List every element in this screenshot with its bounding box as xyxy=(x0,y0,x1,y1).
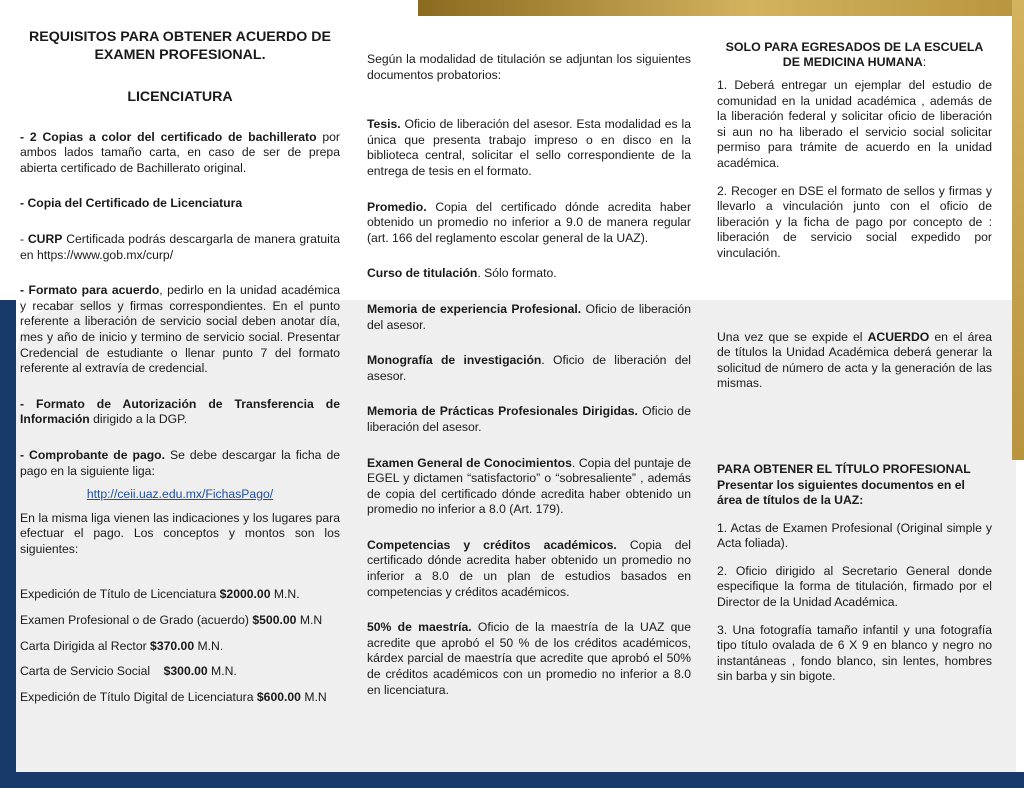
titulo-heading: PARA OBTENER EL TÍTULO PROFESIONAL Presentar los siguientes documentos en el área de títulos de la UAZ: xyxy=(717,461,971,508)
modality-item: Memoria de Prácticas Profesionales Dirigidas. Oficio de liberación del asesor. xyxy=(367,404,691,434)
titulo-step-2: 2. Oficio dirigido al Secretario General donde especifique la forma de titulación, firmado por el Director de la Unidad Académica. xyxy=(717,563,992,610)
blue-left-border xyxy=(0,300,16,788)
payment-link[interactable]: http://ceii.uaz.edu.mx/FichasPago/ xyxy=(86,487,274,502)
titulo-step-1: 1. Actas de Examen Profesional (Original simple y Acta foliada). xyxy=(717,520,992,551)
requirement-3: - CURP Certificada podrás descargarla de manera gratuita en https://www.gob.mx/curp/ xyxy=(20,231,340,262)
gold-top-border xyxy=(418,0,1024,16)
blue-bottom-border xyxy=(0,772,1024,788)
price-item: Expedición de Título de Licenciatura $2000.00 M.N. xyxy=(20,587,300,602)
column-requirements xyxy=(20,28,340,715)
column-medicine xyxy=(717,40,992,685)
payment-note: En la misma liga vienen las indicaciones y los lugares para efectuar el pago. Los conceptos y montos son los siguientes: xyxy=(20,510,340,556)
medicine-title: SOLO PARA EGRESADOS DE LA ESCUELA DE MEDICINA HUMANA: xyxy=(725,40,984,69)
titulo-step-3: 3. Una fotografía tamaño infantil y una fotografía tipo título ovalada de 6 X 9 en blanco y negro no instantáneas , fondo blanco, sin lentes, hombres sin barba y sin bigote. xyxy=(717,622,992,684)
column-modalities xyxy=(367,52,691,698)
medicine-step-2: 2. Recoger en DSE el formato de sellos y firmas y llevarlo a vinculación junto con el oficio de liberación y la ficha de pago por concepto de : liberación de servicio social expedido por vinculación. xyxy=(717,183,992,260)
modality-item: Monografía de investigación. Oficio de liberación del asesor. xyxy=(367,353,691,383)
modality-item: Curso de titulación. Sólo formato. xyxy=(367,266,557,281)
requirement-5: - Formato de Autorización de Transferencia de Información dirigido a la DGP. xyxy=(20,396,340,427)
main-title: REQUISITOS PARA OBTENER ACUERDO DE EXAMEN PROFESIONAL. xyxy=(29,29,331,63)
modality-item: 50% de maestría. Oficio de la maestría de la UAZ que acredite que aprobó el 50 % de los créditos académicos, kárdex parcial de maestría que acredite que aprobó el 50% de créditos académicos con un promedio no inferior a 8.0 en licenciatura. xyxy=(367,620,691,697)
modality-item: Tesis. Oficio de liberación del asesor. Esta modalidad es la única que presenta trabajo impreso o en disco en la biblioteca central, solicitar el sello correspondiente de la entrega de tesis en el formato. xyxy=(367,117,691,178)
modality-item: Competencias y créditos académicos. Copia del certificado dónde acredita haber obtenido un promedio no inferior a 8.0 de un plan de estudios basados en competencias y créditos académicos. xyxy=(367,537,691,599)
price-item: Carta Dirigida al Rector $370.00 M.N. xyxy=(20,638,224,653)
requirement-1: - 2 Copias a color del certificado de bachillerato por ambos lados tamaño carta, en caso de ser de prepa abierta certificado de Bachillerato original. xyxy=(20,129,340,175)
gold-right-border xyxy=(1012,0,1024,460)
modality-item: Memoria de experiencia Profesional. Oficio de liberación del asesor. xyxy=(367,301,691,332)
acuerdo-note: Una vez que se expide el ACUERDO en el área de títulos la Unidad Académica deberá generar la solicitud de número de acta y la generación de las mismas. xyxy=(717,329,993,391)
price-item: Expedición de Título Digital de Licenciatura $600.00 M.N xyxy=(20,689,327,704)
modality-item: Examen General de Conocimientos. Copia del puntaje de EGEL y dictamen “satisfactorio” o “sobresaliente” , además de copia del certificado dónde acredita haber obtenido un promedio no inferior a 8.0 (Art. 179). xyxy=(367,455,691,517)
modality-item: Promedio. Copia del certificado dónde acredita haber obtenido un promedio no inferior a 9.0 de manera regular (art. 166 del reglamento escolar general de la UAZ). xyxy=(367,199,691,245)
requirement-2: - Copia del Certificado de Licenciatura xyxy=(20,196,243,211)
medicine-step-1: 1. Deberá entregar un ejemplar del estudio de comunidad en la unidad académica , además de la liberación federal y solicitar oficio de liberación si aun no ha liberado el servicio social solicitar permiso para trámite de acuerdo en la unidad académica. xyxy=(717,78,992,170)
modalities-intro: Según la modalidad de titulación se adjuntan los siguientes documentos probatorios: xyxy=(367,52,691,82)
requirement-4: - Formato para acuerdo, pedirlo en la unidad académica y recabar sellos y firmas correspondientes. En el punto referente a liberación de servicio social deben anotar día, mes y año de inicio y termino de servicio social. Presentar Credencial de estudiante o llenar punto 7 del formato referente al extravía de credencial. xyxy=(20,283,341,376)
subtitle-licenciatura: LICENCIATURA xyxy=(127,89,233,105)
price-list xyxy=(20,587,340,705)
price-item: Carta de Servicio Social $300.00 M.N. xyxy=(20,664,237,679)
price-item: Examen Profesional o de Grado (acuerdo) $500.00 M.N xyxy=(20,613,323,628)
requirement-6: - Comprobante de pago. Se debe descargar la ficha de pago en la siguiente liga: xyxy=(20,447,340,478)
